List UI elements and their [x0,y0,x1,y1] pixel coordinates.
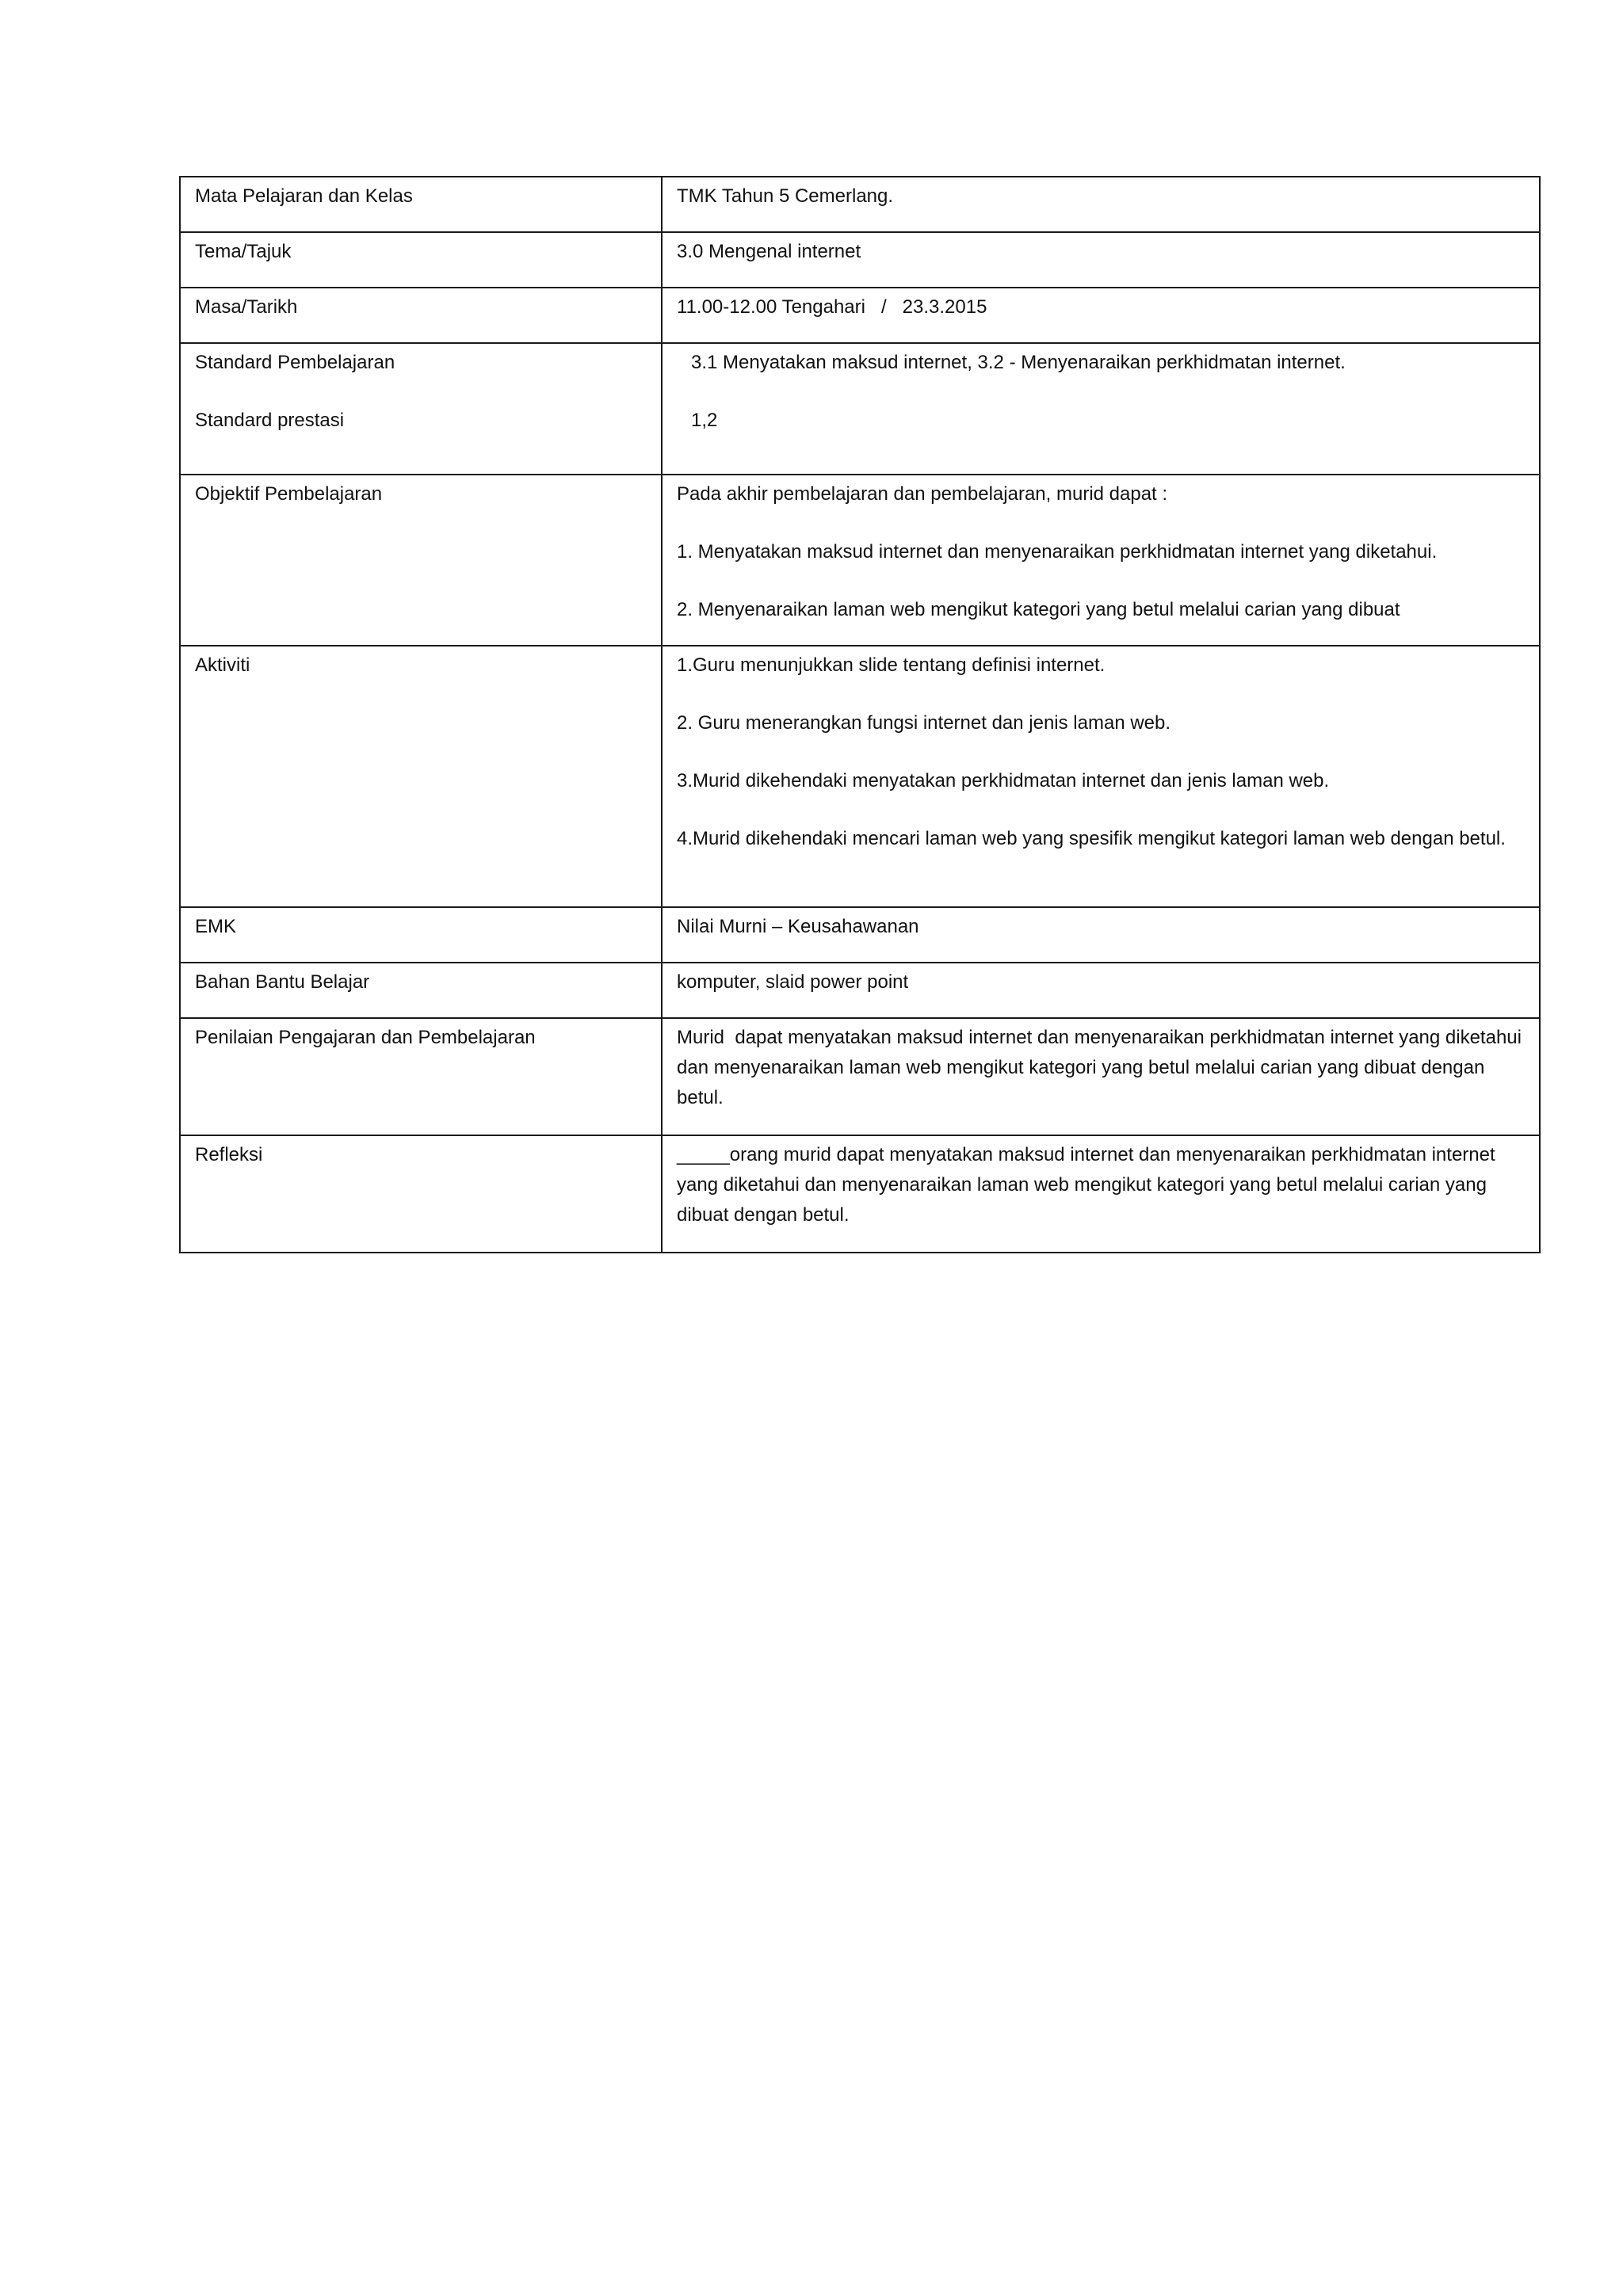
objective-item-1: 1. Menyatakan maksud internet dan menyenaraikan perkhidmatan internet yang diketahui. [677,541,1438,563]
value-standard [662,343,1540,475]
label-assessment: Penilaian Pengajaran dan Pembelajaran [180,1018,662,1135]
value-assessment-text: Murid dapat menyatakan maksud internet dan menyenaraikan perkhidmatan internet yang diketahui dan menyenaraikan laman web mengikut kategori yang betul melalui carian yang dibuat dengan betul. [677,1027,1527,1108]
table-row-time [180,288,1540,343]
label-emk: EMK [180,907,662,963]
value-time [662,288,1540,343]
value-materials [662,963,1540,1018]
table-row-objective [180,475,1540,646]
value-standard-learning: 3.1 Menyatakan maksud internet, 3.2 - Menyenaraikan perkhidmatan internet. [691,352,1346,373]
label-standard-achievement: Standard prestasi [195,410,345,431]
objective-item-2: 2. Menyenaraikan laman web mengikut kategori yang betul melalui carian yang dibuat [677,599,1400,620]
activity-item-2: 2. Guru menerangkan fungsi internet dan jenis laman web. [677,712,1171,734]
table-row-materials [180,963,1540,1018]
activity-item-1: 1.Guru menunjukkan slide tentang definisi internet. [677,654,1106,676]
label-standard-learning: Standard Pembelajaran [195,352,395,373]
value-materials-text: komputer, slaid power point [677,971,909,993]
table-row-emk [180,907,1540,963]
value-emk-text: Nilai Murni – Keusahawanan [677,916,919,937]
value-subject-text: TMK Tahun 5 Cemerlang. [677,185,894,207]
table-row-subject [180,177,1540,232]
value-standard-achievement: 1,2 [691,410,718,431]
label-activity: Aktiviti [180,646,662,907]
table-row-standard [180,343,1540,475]
value-emk [662,907,1540,963]
objective-intro: Pada akhir pembelajaran dan pembelajaran, murid dapat : [677,483,1168,505]
activity-item-4: 4.Murid dikehendaki mencari laman web yang spesifik mengikut kategori laman web dengan betul. [677,828,1506,849]
value-assessment [662,1018,1540,1135]
lesson-plan-table [179,176,1541,1253]
label-standard [180,343,662,475]
value-subject [662,177,1540,232]
label-time: Masa/Tarikh [180,288,662,343]
label-objective: Objektif Pembelajaran [180,475,662,646]
table-row-activity [180,646,1540,907]
table-row-assessment [180,1018,1540,1135]
label-reflection: Refleksi [180,1135,662,1253]
label-theme: Tema/Tajuk [180,232,662,288]
value-objective [662,475,1540,646]
value-reflection [662,1135,1540,1253]
label-materials: Bahan Bantu Belajar [180,963,662,1018]
value-theme-text: 3.0 Mengenal internet [677,241,861,262]
label-subject: Mata Pelajaran dan Kelas [180,177,662,232]
table-row-theme [180,232,1540,288]
activity-item-3: 3.Murid dikehendaki menyatakan perkhidmatan internet dan jenis laman web. [677,770,1330,791]
value-time-text: 11.00-12.00 Tengahari / 23.3.2015 [677,296,987,318]
table-row-reflection [180,1135,1540,1253]
value-activity [662,646,1540,907]
value-reflection-text: _____orang murid dapat menyatakan maksud internet dan menyenaraikan perkhidmatan internet yang diketahui dan menyenaraikan laman web mengikut kategori yang betul melalui carian yang dibuat dengan betul. [677,1144,1495,1226]
value-theme [662,232,1540,288]
